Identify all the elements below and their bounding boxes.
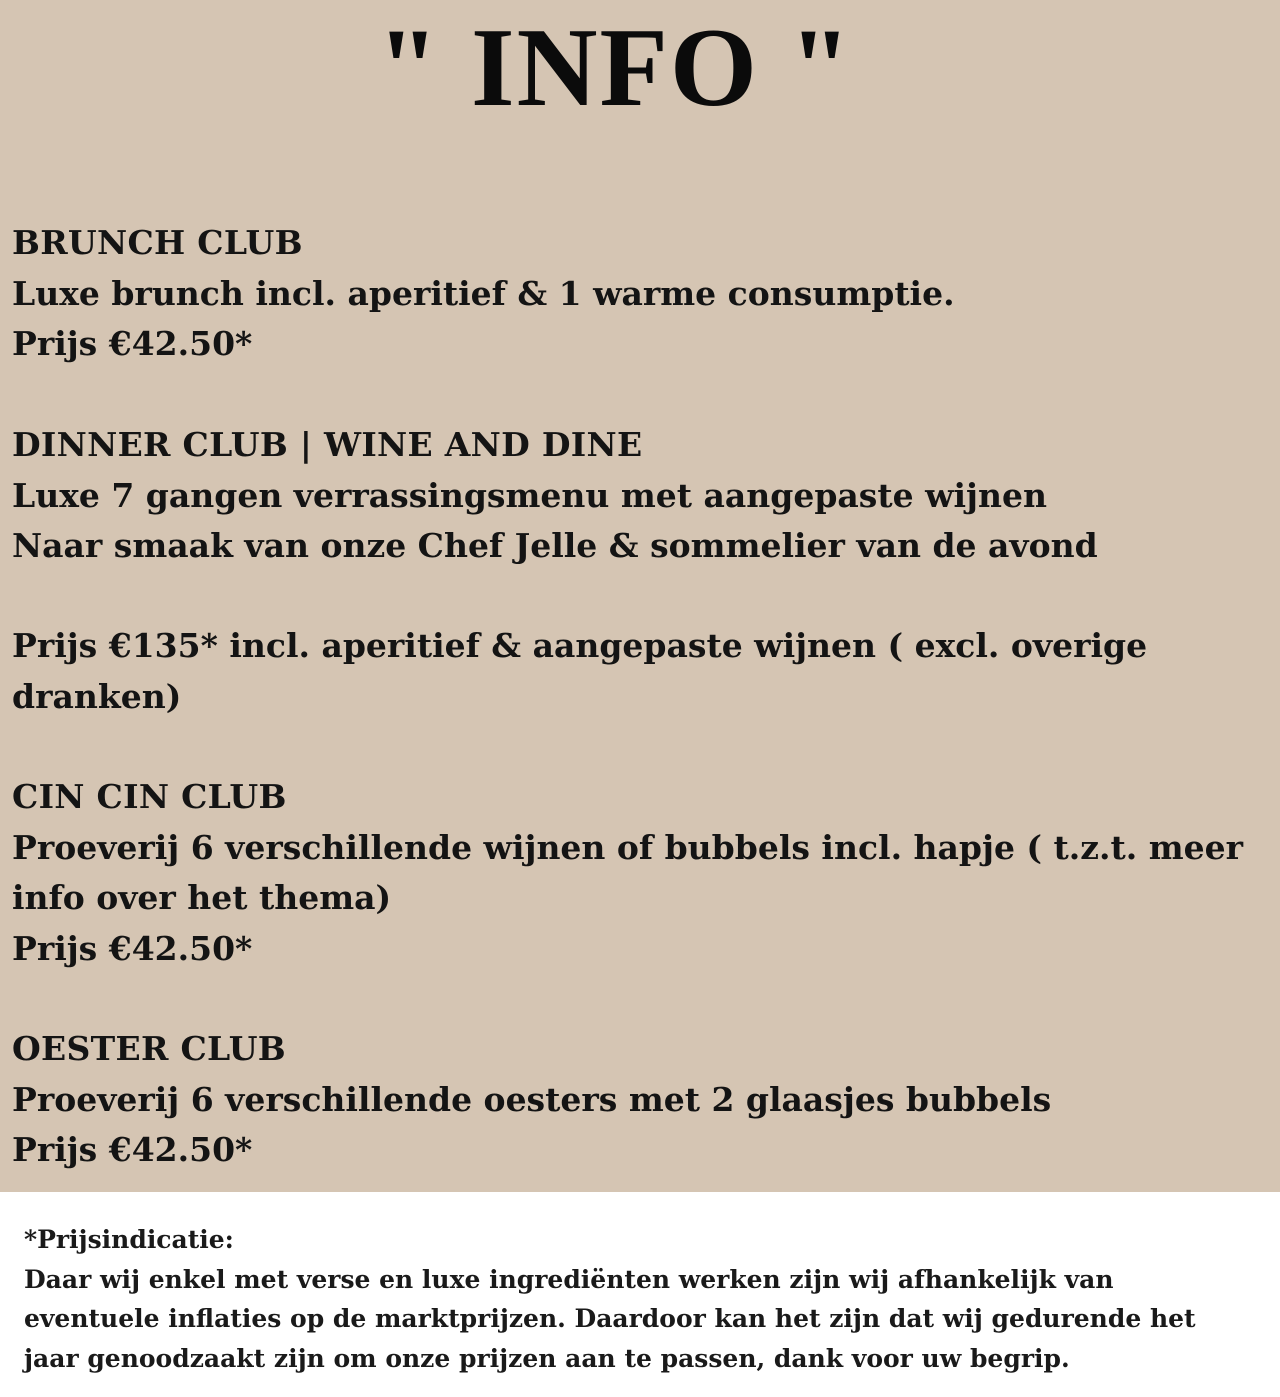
dinner-club-section xyxy=(12,420,1262,572)
footnote-label: *Prijsindicatie: xyxy=(24,1225,234,1254)
cin-cin-club-description-line-2: info over het thema) xyxy=(12,878,392,917)
oester-club-description: Proeverij 6 verschillende oesters met 2 glaasjes bubbels xyxy=(12,1079,1052,1119)
footnote-line-3: jaar genoodzaakt zijn om onze prijzen aan te passen, dank voor uw begrip. xyxy=(24,1343,1070,1373)
dinner-club-heading: DINNER CLUB | WINE AND DINE xyxy=(12,425,643,464)
cin-cin-club-section xyxy=(12,772,1262,974)
cin-cin-club-heading: CIN CIN CLUB xyxy=(12,777,287,816)
brunch-club-heading: BRUNCH CLUB xyxy=(12,223,303,262)
brunch-club-price: Prijs €42.50* xyxy=(12,324,253,363)
dinner-club-price-line-2: dranken) xyxy=(12,676,182,716)
cin-cin-club-description-line-1: Proeverij 6 verschillende wijnen of bubbels incl. hapje ( t.z.t. meer xyxy=(12,827,1244,867)
dinner-club-price-line-1: Prijs €135* incl. aperitief & aangepaste wijnen ( excl. overige xyxy=(12,626,1148,665)
page-title: " INFO " xyxy=(376,6,854,130)
oester-club-heading: OESTER CLUB xyxy=(12,1029,286,1068)
dinner-club-price-block xyxy=(12,621,1262,722)
brunch-club-section xyxy=(12,218,1262,370)
price-footnote xyxy=(24,1220,1264,1378)
oester-club-section xyxy=(12,1024,1262,1176)
footnote-line-1: Daar wij enkel met verse en luxe ingrediënten werken zijn wij afhankelijk van xyxy=(24,1264,1114,1294)
oester-club-price: Prijs €42.50* xyxy=(12,1130,253,1169)
dinner-club-description-line-1: Luxe 7 gangen verrassingsmenu met aangepaste wijnen xyxy=(12,475,1047,515)
cin-cin-club-price: Prijs €42.50* xyxy=(12,928,253,968)
dinner-club-description-line-2: Naar smaak van onze Chef Jelle & sommelier van de avond xyxy=(12,526,1098,565)
brunch-club-description: Luxe brunch incl. aperitief & 1 warme consumptie. xyxy=(12,273,955,313)
footnote-line-2: eventuele inflaties op de marktprijzen. Daardoor kan het zijn dat wij gedurende het xyxy=(24,1304,1196,1333)
